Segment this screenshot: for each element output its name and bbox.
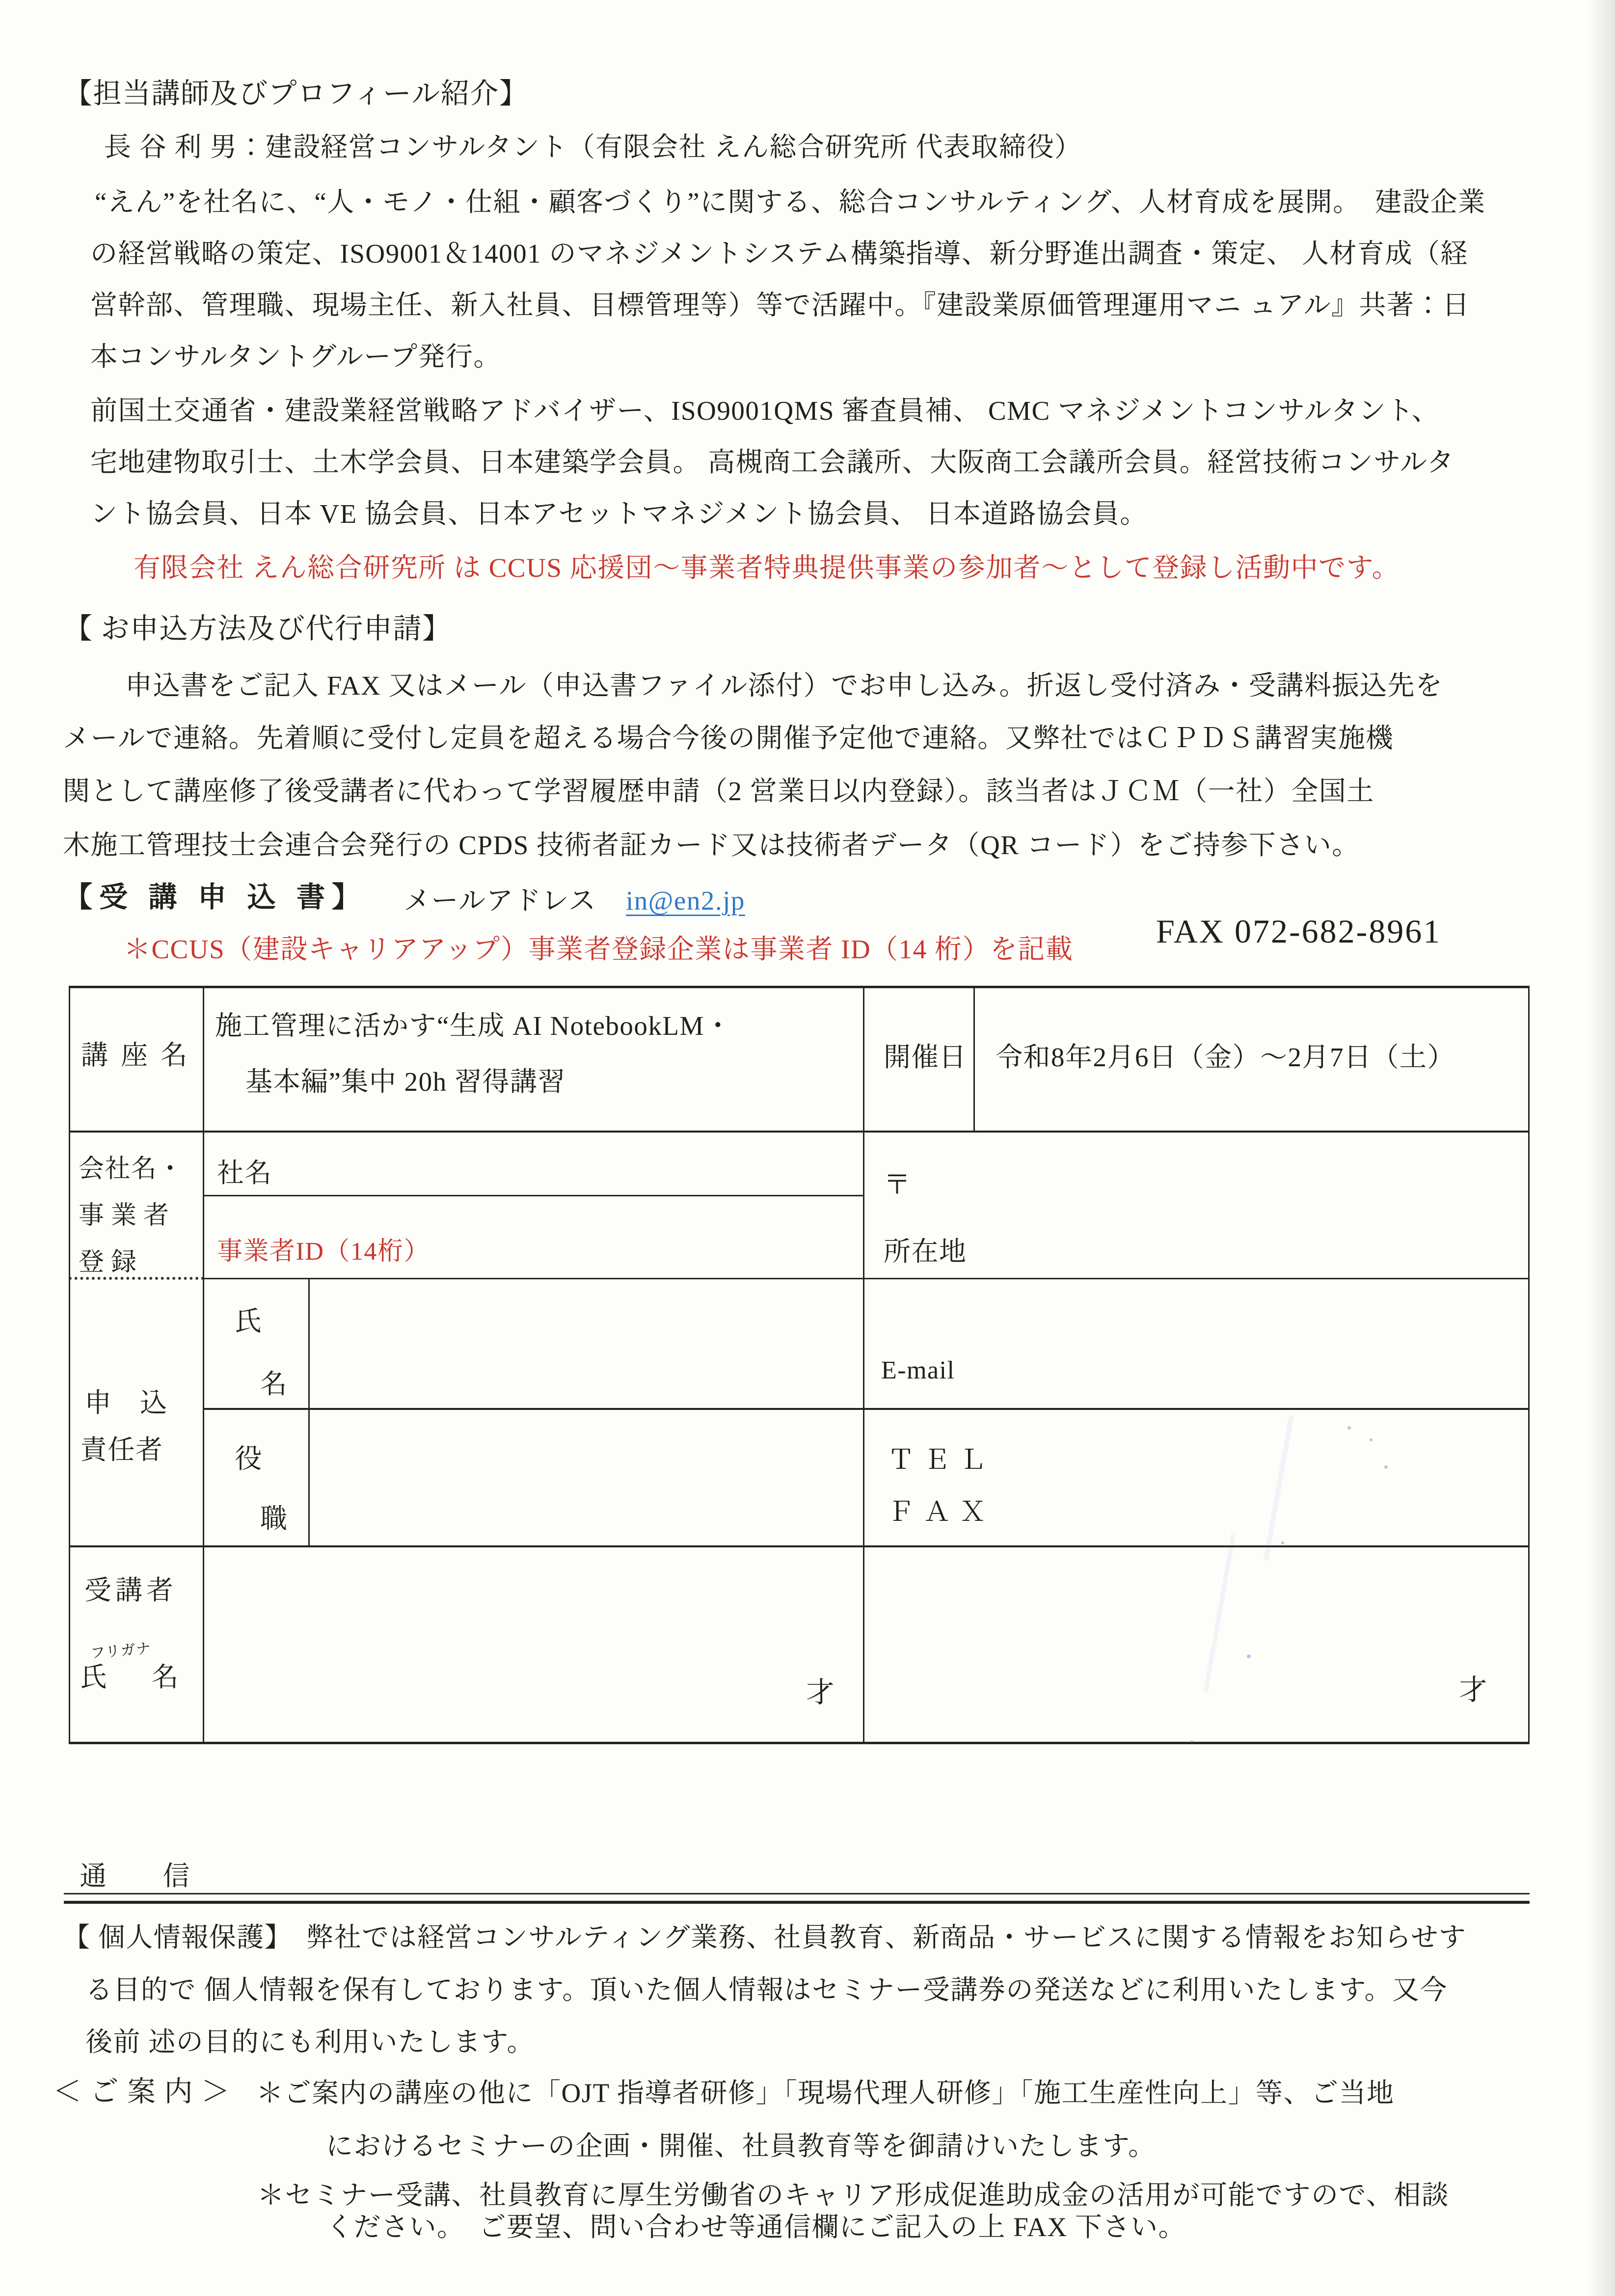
company-block-label-line: 会社名・ [79, 1155, 184, 1183]
table-border-dotted [69, 1277, 204, 1280]
address-field-label: 所在地 [884, 1237, 967, 1267]
role-field-label-char: 役 [235, 1444, 263, 1474]
apply-section-heading: 【 お申込方法及び代行申請】 [64, 613, 452, 645]
profile-paragraph-line: 本コンサルタントグループ発行。 [90, 342, 502, 372]
age-suffix-right: 才 [1459, 1674, 1488, 1706]
scan-ink-artifact [1370, 1438, 1373, 1441]
ccus-id-note: ＊CCUS（建設キャリアアップ）事業者登録企業は事業者 ID（14 桁）を記載 [124, 934, 1074, 964]
role-field-label-char: 職 [260, 1504, 288, 1534]
scan-ink-artifact [1347, 1426, 1351, 1430]
event-date-label: 開催日 [884, 1042, 967, 1072]
guide-line: ＊セミナー受講、社員教育に厚生労働省のキャリア形成促進助成金の活用が可能ですので、相談 [257, 2180, 1450, 2210]
age-suffix-left: 才 [806, 1676, 835, 1708]
table-border [203, 986, 204, 1744]
company-block-label-line: 登録 [79, 1248, 144, 1276]
applicant-label-line: 責任者 [80, 1435, 163, 1465]
attendee-label: 受講者 [84, 1575, 178, 1605]
mail-address-label: メールアドレス [404, 886, 596, 916]
profile-credentials-line: 前国土交通省・建設業経営戦略アドバイザー、ISO9001QMS 審査員補、 CMC マネジメントコンサルタント、 [90, 396, 1440, 426]
correspondence-underline [64, 1901, 1530, 1904]
course-name-value-line1: 施工管理に活かす“生成 AI NotebookLM・ [215, 1011, 732, 1041]
profile-section-heading: 【担当講師及びプロフィール紹介】 [64, 78, 529, 109]
table-border [204, 1278, 1530, 1279]
name-field-label-char: 名 [260, 1369, 288, 1399]
furigana-label: フリガナ [89, 1640, 152, 1662]
guide-section-label: ＜ ご 案 内 ＞ [53, 2076, 231, 2107]
privacy-policy-line: 【 個人情報保護】 弊社では経営コンサルティング業務、社員教育、新商品・サービスに関する情報をお知らせす [63, 1922, 1467, 1952]
scan-ink-artifact [1247, 1654, 1251, 1658]
application-form-title: 【受 講 申 込 書】 [64, 881, 368, 913]
instructor-name-line: 長 谷 利 男：建設経営コンサルタント（有限会社 えん総合研究所 代表取締役） [104, 132, 1082, 162]
company-block-label-line: 事業者 [79, 1202, 176, 1230]
scan-ink-artifact [1264, 1414, 1294, 1560]
table-border [1528, 986, 1530, 1744]
scan-ink-artifact [1203, 1533, 1236, 1693]
apply-paragraph-line: 関として講座修了後受講者に代わって学習履歴申請（2 営業日以内登録）。該当者はＪＣＭ（一社）全国土 [63, 776, 1374, 806]
correspondence-field-label: 通 信 [80, 1861, 191, 1891]
applicant-label-line: 申 込 [84, 1388, 168, 1418]
fax-number: FAX 072-682-8961 [1156, 913, 1442, 950]
ccus-membership-note: 有限会社 えん総合研究所 は CCUS 応援団～事業者特典提供事業の参加者～として登録し活動中です。 [134, 553, 1400, 583]
table-border [69, 986, 70, 1744]
attendee-name-label: 氏 名 [80, 1662, 188, 1692]
email-field-label: E-mail [881, 1356, 955, 1384]
profile-paragraph-line: 営幹部、管理職、現場主任、新入社員、目標管理等）等で活躍中。『建設業原価管理運用マニ ュアル』共著：日 [90, 290, 1470, 320]
event-date-value: 令和8年2月6日（金）～2月7日（土） [996, 1042, 1455, 1072]
table-border [69, 1545, 1530, 1547]
profile-paragraph-line: “えん”を社名に、“人・モノ・仕組・顧客づくり”に関する、総合コンサルティング、人材育成を展開。 建設企業 [95, 187, 1486, 217]
table-border [204, 1195, 864, 1196]
guide-line: におけるセミナーの企画・開催、社員教育等を御請けいたします。 [326, 2131, 1156, 2161]
correspondence-underline [64, 1893, 1530, 1894]
scan-ink-artifact [1384, 1465, 1388, 1469]
course-name-label: 講座名 [81, 1040, 201, 1070]
scan-edge-shadow [1587, 0, 1615, 2296]
company-name-field-label: 社名 [217, 1158, 273, 1188]
guide-line: ＊ご案内の講座の他に「OJT 指導者研修」「現場代理人研修」「施工生産性向上」等、ご当地 [256, 2078, 1395, 2108]
business-id-field-label: 事業者ID（14桁） [217, 1238, 430, 1266]
table-border [973, 986, 975, 1132]
table-border [69, 1131, 1530, 1133]
mail-address-link[interactable]: in@en2.jp [626, 886, 745, 916]
course-name-value-line2: 基本編”集中 20h 習得講習 [245, 1067, 565, 1097]
scan-ink-artifact [1281, 1541, 1284, 1544]
table-border [204, 1408, 1530, 1410]
privacy-policy-line: 後前 述の目的にも利用いたします。 [85, 2027, 535, 2057]
name-field-label-char: 氏 [235, 1306, 263, 1336]
apply-paragraph-line: 木施工管理技士会連合会発行の CPDS 技術者証カード又は技術者データ（QR コード）をご持参下さい。 [63, 830, 1360, 860]
privacy-policy-line: る目的で 個人情報を保有しております。頂いた個人情報はセミナー受講券の発送などに利用いたします。又今 [85, 1975, 1448, 2005]
table-border [69, 986, 1530, 988]
tel-field-label: ＴＥＬ [888, 1445, 996, 1475]
profile-paragraph-line: の経営戦略の策定、ISO9001＆14001 のマネジメントシステム構築指導、新分野進出調査・策定、 人材育成（経 [90, 239, 1468, 269]
guide-line: ください。 ご要望、問い合わせ等通信欄にご記入の上 FAX 下さい。 [326, 2212, 1186, 2242]
table-border [308, 1279, 310, 1546]
apply-paragraph-line: 申込書をご記入 FAX 又はメール（申込書ファイル添付）でお申し込み。折返し受付済み・受講料振込先を [125, 671, 1443, 701]
profile-credentials-line: ント協会員、日本 VE 協会員、日本アセットマネジメント協会員、 日本道路協会員。 [90, 499, 1148, 529]
scan-ink-artifact [1190, 1740, 1193, 1743]
fax-field-label: ＦＡＸ [888, 1497, 996, 1527]
profile-credentials-line: 宅地建物取引士、土木学会員、日本建築学会員。 高槻商工会議所、大阪商工会議所会員。経営技術コンサルタ [90, 447, 1454, 477]
table-border [863, 986, 864, 1744]
table-border [69, 1742, 1530, 1744]
apply-paragraph-line: メールで連絡。先着順に受付し定員を超える場合今後の開催予定他で連絡。又弊社ではＣＰＤＳ講習実施機 [63, 723, 1394, 753]
postal-code-mark: 〒 [884, 1170, 912, 1200]
